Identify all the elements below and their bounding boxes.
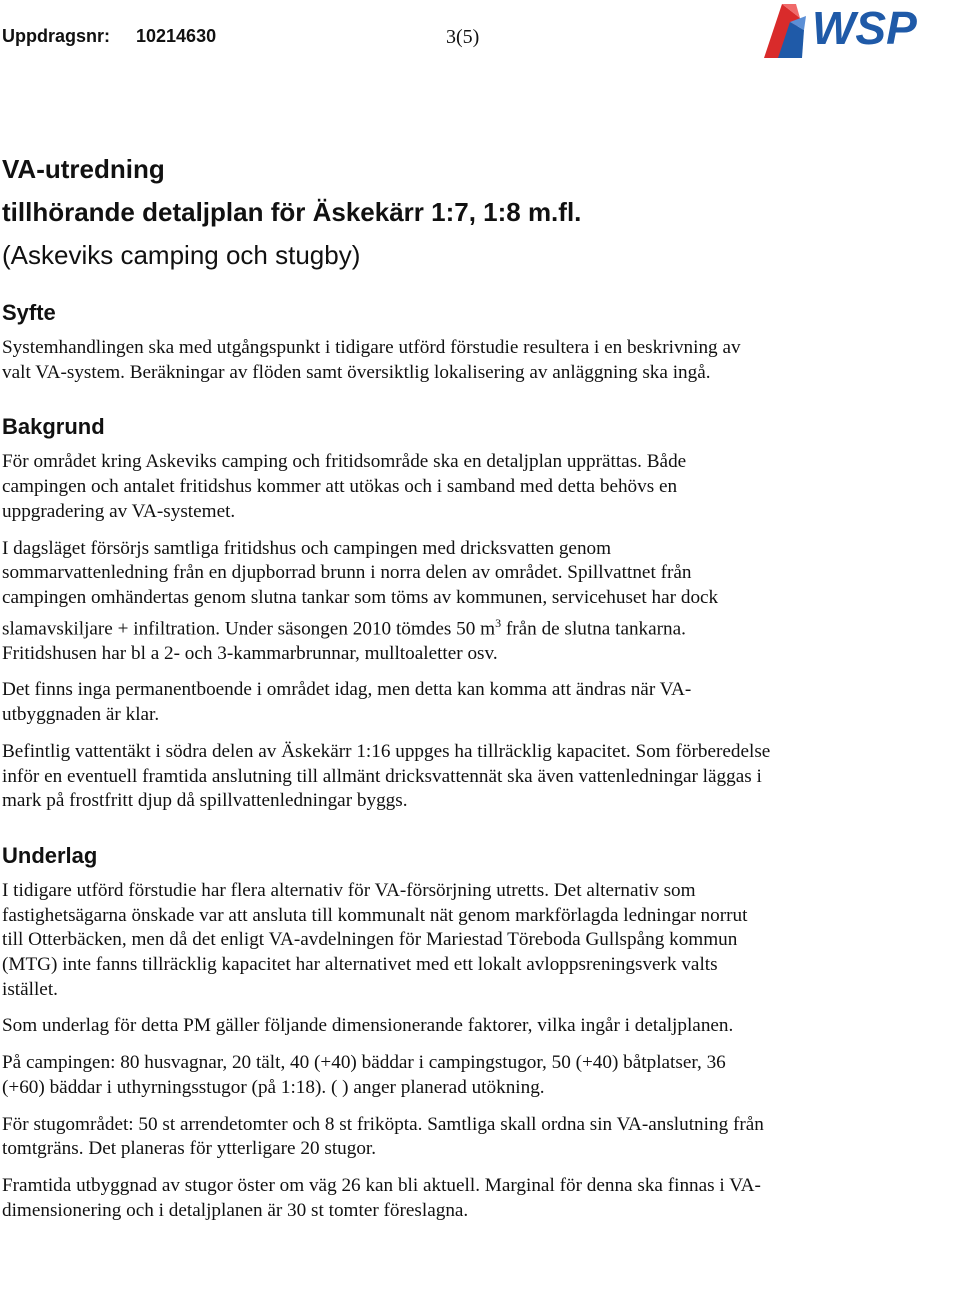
underlag-paragraph-2: Som underlag för detta PM gäller följande dimensionerande faktorer, vilka ingår i detaljplanen. bbox=[2, 1015, 734, 1037]
page-number: 3(5) bbox=[446, 26, 480, 48]
bakgrund-paragraph-4: Befintlig vattentäkt i södra delen av Äskekärr 1:16 uppges ha tillräcklig kapacitet. Som förberedelse inför en eventuell framtida anslutning till allmänt dricksvattennät ska även vattenledningar läggas i mark på frostfritt djup då spillvattenledningar byggs. bbox=[2, 740, 771, 812]
assignment-number-label: Uppdragsnr: bbox=[2, 26, 110, 46]
document-body bbox=[2, 148, 952, 1223]
section-heading-underlag: Underlag bbox=[2, 842, 98, 868]
underlag-paragraph-4: För stugområdet: 50 st arrendetomter och 8 st friköpta. Samtliga skall ordna sin VA-anslutning från tomtgräns. Det planeras för ytterligare 20 stugor. bbox=[2, 1113, 764, 1160]
cubic-superscript: 3 bbox=[495, 615, 502, 630]
document-title-line-1: VA-utredning bbox=[2, 154, 165, 184]
bakgrund-paragraph-3: Det finns inga permanentboende i området idag, men detta kan komma att ändras när VA-utbyggnaden är klar. bbox=[2, 679, 692, 726]
bakgrund-paragraph-1: För området kring Askeviks camping och fritidsområde ska en detaljplan upprättas. Både campingen och antalet fritidshus kommer att utökas och i samband med detta behövs en uppgradering av VA-systemet. bbox=[2, 451, 687, 522]
bakgrund-paragraph-2-text-a: I dagsläget försörjs samtliga fritidshus och campingen med dricksvatten genom sommarvattenledning från en djupborrad brunn i norra delen av området. Spillvattnet från campingen omhändertas genom slutna tankar som töms av kommunen, servicehuset har dock slamavskiljare + infiltration. Under säsongen 2010 tömdes 50 m bbox=[2, 537, 719, 640]
underlag-paragraph-3: På campingen: 80 husvagnar, 20 tält, 40 (+40) bäddar i campingstugor, 50 (+40) båtplatser, 36 (+60) bäddar i uthyrningsstugor (på 1:18). ( ) anger planerad utökning. bbox=[2, 1052, 726, 1098]
bakgrund-paragraph-2-text-b: från de slutna tankarna. Fritidshusen har bl a 2- och 3-kammarbrunnar, mulltoaletter osv. bbox=[2, 618, 686, 664]
syfte-paragraph-1: Systemhandlingen ska med utgångspunkt i tidigare utförd förstudie resultera i en beskrivning av valt VA-system. Beräkningar av flöden samt översiktlig lokalisering av anläggning ska ingå. bbox=[2, 337, 741, 383]
logo-text: WSP bbox=[812, 2, 917, 54]
document-subtitle: (Askeviks camping och stugby) bbox=[2, 240, 361, 270]
underlag-paragraph-5: Framtida utbyggnad av stugor öster om väg 26 kan bli aktuell. Marginal för denna ska finnas i VA-dimensionering och i detaljplanen är 30 st tomter föreslagna. bbox=[2, 1174, 761, 1221]
bakgrund-paragraph-2 bbox=[2, 537, 772, 667]
document-title-line-2: tillhörande detaljplan för Äskekärr 1:7, 1:8 m.fl. bbox=[2, 197, 582, 227]
wsp-logo bbox=[760, 0, 960, 62]
underlag-paragraph-1: I tidigare utförd förstudie har flera alternativ för VA-försörjning utretts. Det alternativ som fastighetsägarna önskade var att ansluta till kommunalt nät genom markförlagda ledningar norrut till Otterbäcken, men då det enligt VA-avdelningen för Mariestad Töreboda Gullspång kommun (MTG) inte fanns tillräcklig kapacitet har alternativet med ett lokalt avloppsreningsverk valts istället. bbox=[2, 879, 748, 1000]
section-heading-bakgrund: Bakgrund bbox=[2, 414, 105, 440]
section-heading-syfte: Syfte bbox=[2, 300, 56, 325]
assignment-number: 10214630 bbox=[136, 26, 217, 46]
